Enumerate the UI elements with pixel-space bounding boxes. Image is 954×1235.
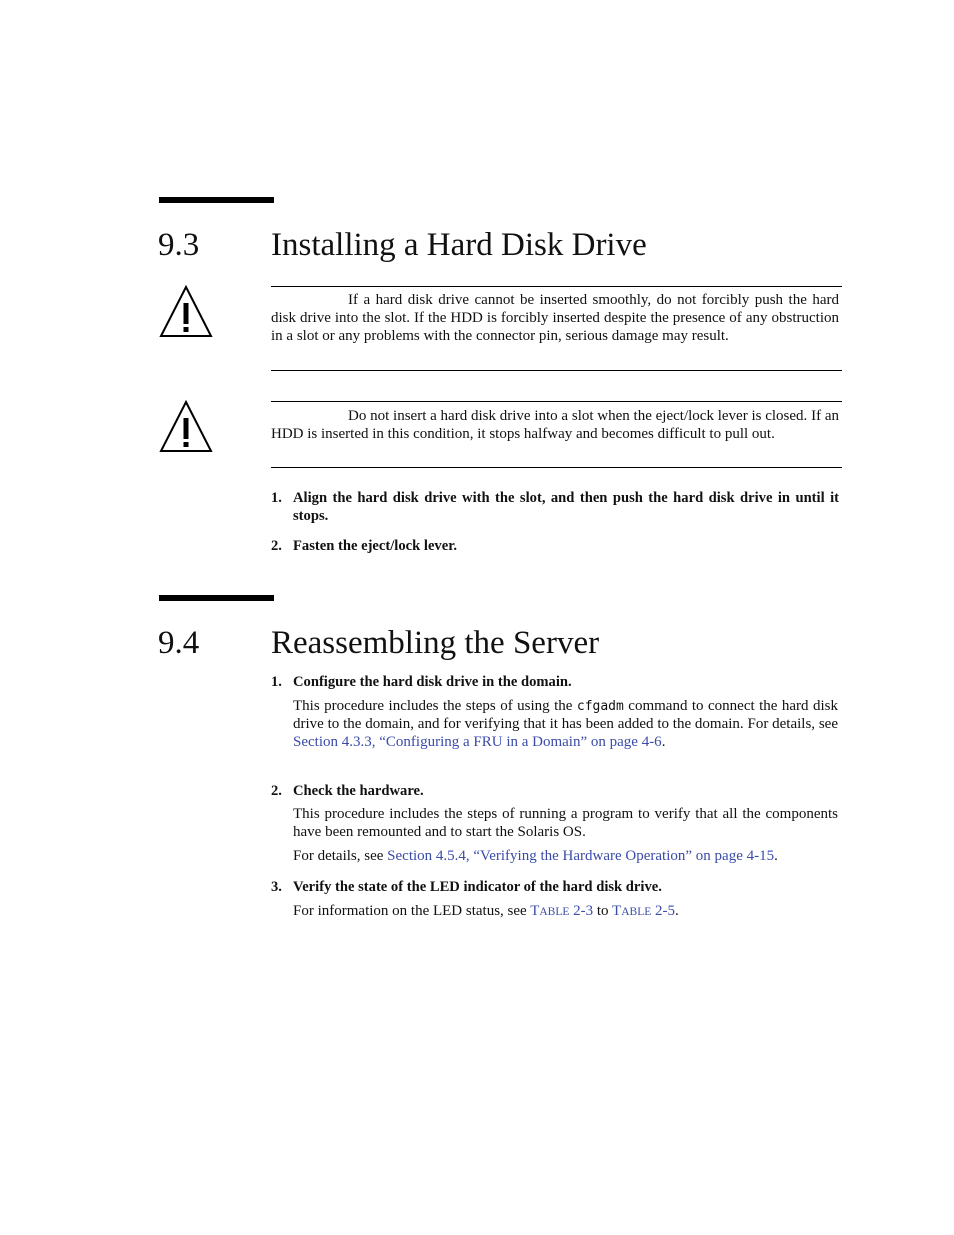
table-reference-link[interactable]: TABLE 2-3 [530, 903, 594, 919]
step [271, 537, 839, 555]
cross-reference-link[interactable]: Section 4.3.3, “Configuring a FRU in a Domain” on page 4-6 [293, 733, 662, 750]
step [271, 489, 839, 525]
caution-icon [159, 400, 213, 453]
step-body: This procedure includes the steps of running a program to verify that all the components have been remounted and to start the Solaris OS. [293, 806, 838, 840]
step [271, 878, 839, 896]
section-rule [159, 197, 274, 203]
section-number: 9.3 [158, 227, 200, 263]
step-body: This procedure includes the steps of using the cfgadm command to connect the hard disk drive to the domain, and for verifying that it has been added to the domain. For details, see Section 4.3.3, “Configuring a FRU in a Domain” on page 4-6. [293, 698, 838, 750]
step-number: 2. [271, 783, 282, 799]
step-text: Check the hardware. [293, 783, 424, 799]
step [271, 673, 839, 691]
step-number: 2. [271, 538, 282, 554]
section-rule [159, 595, 274, 601]
step-text: Fasten the eject/lock lever. [293, 538, 457, 554]
step-number: 3. [271, 879, 282, 895]
section-number: 9.4 [158, 625, 200, 661]
caution-text: If a hard disk drive cannot be inserted smoothly, do not forcibly push the hard disk drive into the slot. If the HDD is forcibly inserted despite the presence of any obstruction in a slot or any problems with the connector pin, serious damage may result. [271, 292, 839, 344]
step-body: For information on the LED status, see TABLE 2-3 to TABLE 2-5. [293, 903, 679, 919]
step-body: For details, see Section 4.5.4, “Verifying the Hardware Operation” on page 4-15. [293, 848, 778, 864]
step-text: Verify the state of the LED indicator of the hard disk drive. [293, 879, 662, 895]
caution-top-rule [271, 286, 842, 287]
section-title: Installing a Hard Disk Drive [271, 227, 647, 263]
section-title: Reassembling the Server [271, 625, 600, 661]
step-number: 1. [271, 490, 282, 506]
caution-top-rule [271, 401, 842, 402]
step-text: Align the hard disk drive with the slot, and then push the hard disk drive in until it stops. [293, 490, 839, 524]
caution-bottom-rule [271, 467, 842, 468]
caution-text: Do not insert a hard disk drive into a slot when the eject/lock lever is closed. If an HDD is inserted in this condition, it stops halfway and becomes difficult to pull out. [271, 408, 839, 442]
step [271, 782, 839, 800]
step-text: Configure the hard disk drive in the domain. [293, 674, 572, 690]
table-reference-link[interactable]: TABLE 2-5 [612, 903, 675, 919]
caution-bottom-rule [271, 370, 842, 371]
caution-icon [159, 285, 213, 338]
command-code: cfgadm [576, 699, 624, 714]
cross-reference-link[interactable]: Section 4.5.4, “Verifying the Hardware Operation” on page 4-15 [387, 848, 775, 864]
step-number: 1. [271, 674, 282, 690]
